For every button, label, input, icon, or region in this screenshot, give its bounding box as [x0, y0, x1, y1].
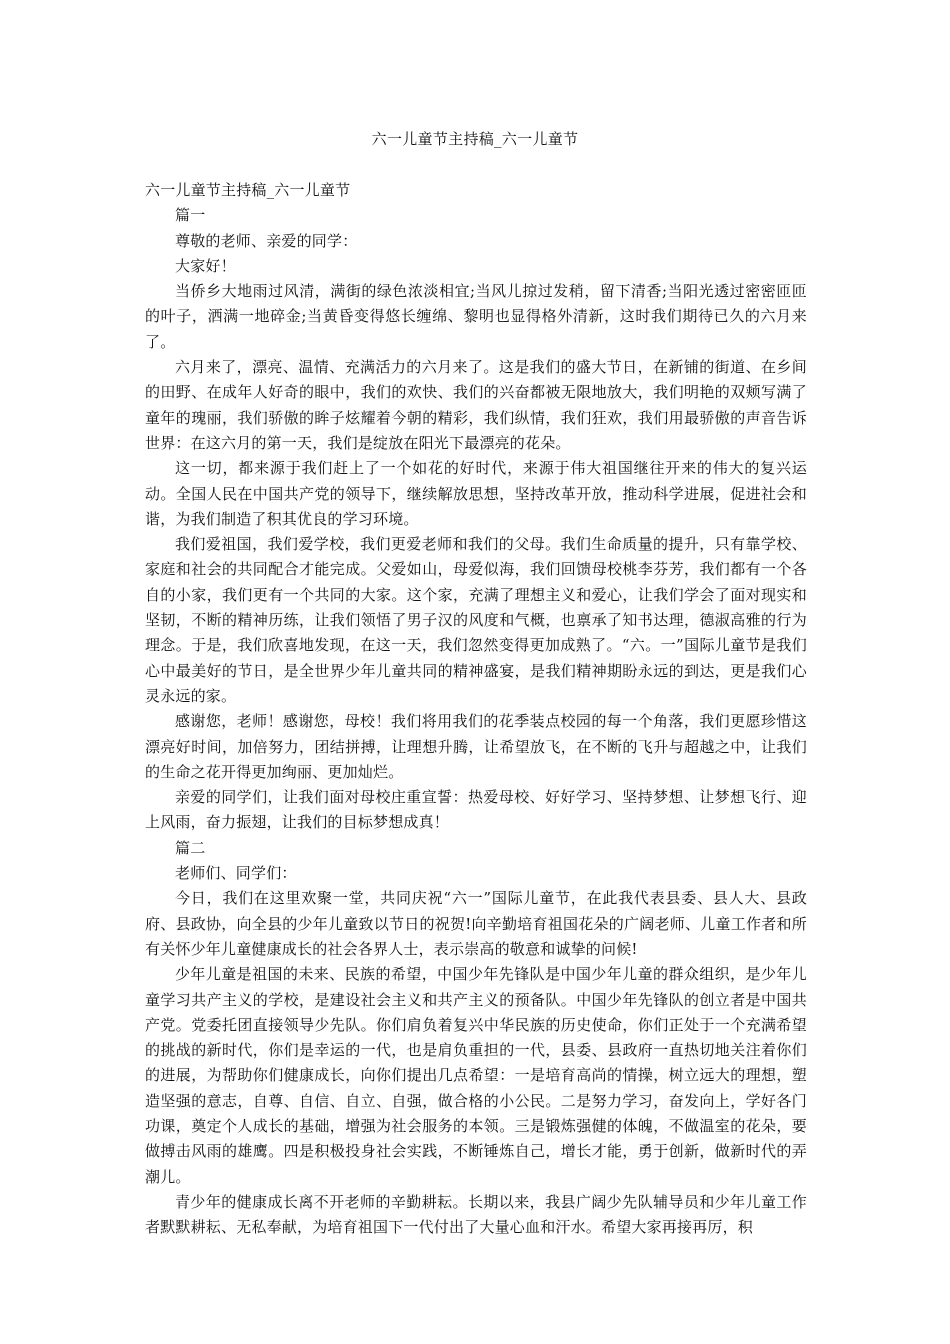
- greeting: 大家好！: [175, 256, 236, 275]
- body-heading: 六一儿童节主持稿_六一儿童节: [145, 181, 351, 199]
- document-body: [145, 178, 807, 1240]
- document-title: 六一儿童节主持稿_六一儿童节: [371, 130, 579, 148]
- paragraph: 感谢您，老师！感谢您，母校！我们将用我们的花季装点校园的每一个角落，我们更愿珍惜这漂亮好时间，加倍努力，团结拼搏，让理想升腾，让希望放飞，在不断的飞升与超越之中，让我们的生命之花开得更加绚丽、更加灿烂。: [145, 712, 807, 781]
- paragraph: 我们爱祖国，我们爱学校，我们更爱老师和我们的父母。我们生命质量的提升，只有靠学校、家庭和社会的共同配合才能完成。父爱如山，母爱似海，我们回馈母校桃李芬芳，我们都有一个各自的小家，我们更有一个共同的大家。这个家，充满了理想主义和爱心，让我们学会了面对现实和坚韧，不断的精神历练，让我们领悟了男子汉的风度和气概，也禀承了知书达理，德淑高雅的行为理念。于是，我们欣喜地发现，在这一天，我们忽然变得更加成熟了。“六。一”国际儿童节是我们心中最美好的节日，是全世界少年儿童共同的精神盛宴，是我们精神期盼永远的到达，更是我们心灵永远的家。: [145, 535, 807, 705]
- paragraph: 青少年的健康成长离不开老师的辛勤耕耘。长期以来，我县广阔少先队辅导员和少年儿童工作者默默耕耘、无私奉献，为培育祖国下一代付出了大量心血和汗水。希望大家再接再厉，积: [145, 1192, 807, 1237]
- section-label-1: 篇一: [175, 206, 206, 225]
- salutation: 老师们、同学们：: [175, 864, 297, 883]
- salutation: 尊敬的老师、亲爱的同学：: [175, 231, 358, 250]
- paragraph: 当侨乡大地雨过风清，满街的绿色浓淡相宜;当风儿掠过发稍，留下清香;当阳光透过密密匝匝的叶子，洒满一地碎金;当黄昏变得悠长缠绵、黎明也显得格外清新，这时我们期待已久的六月来了。: [145, 282, 807, 351]
- paragraph: 亲爱的同学们，让我们面对母校庄重宣誓：热爱母校、好好学习、坚持梦想、让梦想飞行、迎上风雨，奋力振翅，让我们的目标梦想成真！: [145, 788, 807, 832]
- paragraph: 六月来了，漂亮、温情、充满活力的六月来了。这是我们的盛大节日，在新铺的街道、在乡间的田野、在成年人好奇的眼中，我们的欢快、我们的兴奋都被无限地放大，我们明艳的双颊写满了童年的瑰丽，我们骄傲的眸子炫耀着今朝的精彩，我们纵情，我们狂欢，我们用最骄傲的声音告诉世界：在这六月的第一天，我们是绽放在阳光下最漂亮的花朵。: [145, 358, 807, 452]
- paragraph: 少年儿童是祖国的未来、民族的希望，中国少年先锋队是中国少年儿童的群众组织，是少年儿童学习共产主义的学校，是建设社会主义和共产主义的预备队。中国少年先锋队的创立者是中国共产党。党委托团直接领导少先队。你们肩负着复兴中华民族的历史使命，你们正处于一个充满希望的挑战的新时代，你们是幸运的一代，也是肩负重担的一代，县委、县政府一直热切地关注着你们的进展，为帮助你们健康成长，向你们提出几点希望：一是培育高尚的情操，树立远大的理想，塑造坚强的意志，自尊、自信、自立、自强，做合格的小公民。二是努力学习，奋发向上，学好各门功课，奠定个人成长的基础，增强为社会服务的本领。三是锻炼强健的体魄，不做温室的花朵，要做搏击风雨的雄鹰。四是积极投身社会实践，不断锤炼自己，增长才能，勇于创新，做新时代的弄潮儿。: [145, 965, 807, 1186]
- section-label-2: 篇二: [175, 838, 206, 857]
- paragraph: 这一切，都来源于我们赶上了一个如花的好时代，来源于伟大祖国继往开来的伟大的复兴运动。全国人民在中国共产党的领导下，继续解放思想，坚持改革开放，推动科学进展，促进社会和谐，为我们制造了积其优良的学习环境。: [145, 459, 807, 528]
- paragraph: 今日，我们在这里欢聚一堂，共同庆祝“六一”国际儿童节，在此我代表县委、县人大、县政府、县政协，向全县的少年儿童致以节日的祝贺!向辛勤培育祖国花朵的广阔老师、儿童工作者和所有关怀少年儿童健康成长的社会各界人士，表示崇高的敬意和诚挚的问候!: [145, 889, 807, 958]
